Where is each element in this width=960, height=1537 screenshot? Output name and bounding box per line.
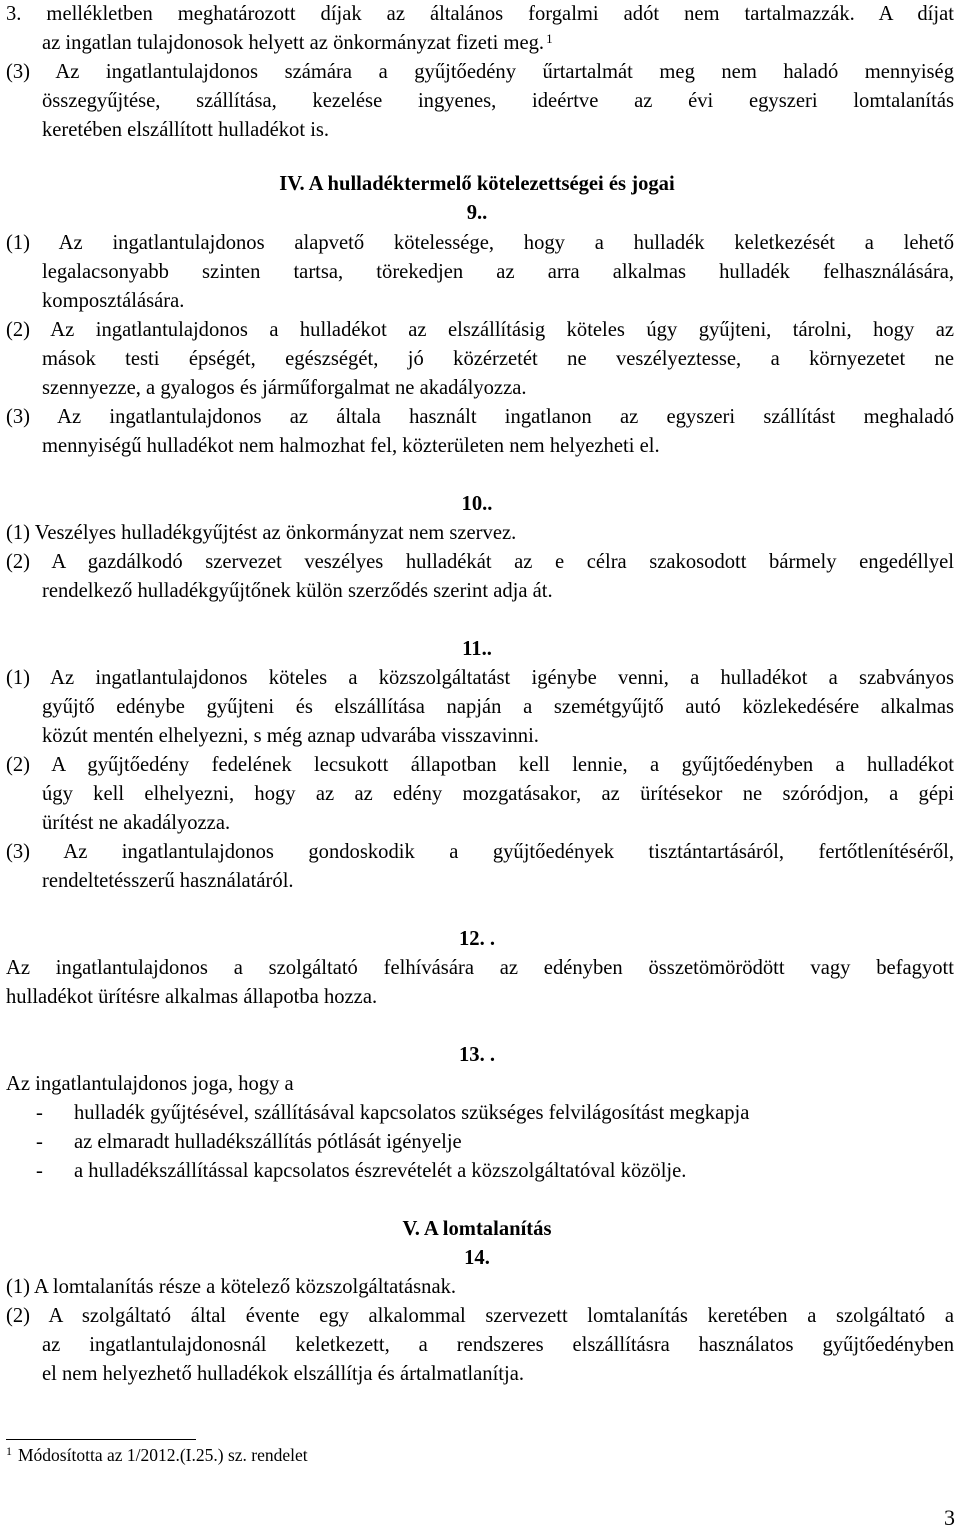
footnote bbox=[6, 1443, 308, 1469]
list-item bbox=[6, 1099, 954, 1128]
section-heading: 13. . bbox=[458, 1044, 496, 1066]
paragraph-line: gyűjtő edénybe gyűjteni és elszállítása napján a szemétgyűjtő autó közlekedésére alkalmas bbox=[42, 696, 954, 718]
paragraph-line: keretében elszállított hulladékot is. bbox=[42, 119, 330, 141]
paragraph-line: az ingatlantulajdonosnál keletkezett, a rendszeres elszállításra használatos gyűjtőedényben bbox=[42, 1334, 954, 1356]
paragraph-line: (1) Az ingatlantulajdonos alapvető kötelessége, hogy a hulladék keletkezését a lehető bbox=[6, 232, 954, 254]
paragraph-line: (2) A gyűjtőedény fedelének lecsukott állapotban kell lennie, a gyűjtőedényben a hulladékot bbox=[6, 754, 954, 776]
list-dash: - bbox=[36, 1160, 43, 1182]
paragraph-line: (3) Az ingatlantulajdonos gondoskodik a gyűjtőedények tisztántartásáról, fertőtlenítéséről, bbox=[6, 841, 954, 863]
list-item-text: az elmaradt hulladékszállítás pótlását igényelje bbox=[74, 1131, 462, 1153]
paragraph-line: rendeltetésszerű használatáról. bbox=[42, 870, 294, 892]
footnote-mark: 1 bbox=[6, 1444, 12, 1458]
chapter-title: V. A lomtalanítás bbox=[402, 1218, 552, 1240]
paragraph-line: Az ingatlantulajdonos joga, hogy a bbox=[6, 1073, 294, 1095]
paragraph-line: mások testi épségét, egészségét, jó közérzetét ne veszélyeztesse, a környezetet ne bbox=[42, 348, 954, 370]
paragraph-line: közút mentén elhelyezni, s még aznap udvarába visszavinni. bbox=[42, 725, 539, 747]
paragraph-line: (1) A lomtalanítás része a kötelező közszolgáltatásnak. bbox=[6, 1276, 457, 1298]
paragraph-line: mennyiségű hulladékot nem halmozhat fel, közterületen nem helyezheti el. bbox=[42, 435, 660, 457]
paragraph-line: 3. mellékletben meghatározott díjak az általános forgalmi adót nem tartalmazzák. A díjat bbox=[6, 3, 954, 25]
paragraph-line: rendelkező hulladékgyűjtőnek külön szerződés szerint adja át. bbox=[42, 580, 553, 602]
footnote-separator bbox=[6, 1439, 196, 1440]
section-heading: 9.. bbox=[466, 202, 488, 224]
paragraph-line: úgy kell elhelyezni, hogy az az edény mozgatásakor, az ürítésekor ne szóródjon, a gépi bbox=[42, 783, 954, 805]
paragraph-line: el nem helyezhető hulladékok elszállítja és ártalmatlanítja. bbox=[42, 1363, 525, 1385]
paragraph-line: hulladékot ürítésre alkalmas állapotba hozza. bbox=[6, 986, 378, 1008]
section-heading: 10.. bbox=[461, 493, 493, 515]
page-number: 3 bbox=[944, 1505, 955, 1530]
paragraph-line: (2) A gazdálkodó szervezet veszélyes hulladékát az e célra szakosodott bármely engedéllyel bbox=[6, 551, 954, 573]
paragraph-line: az ingatlan tulajdonosok helyett az önkormányzat fizeti meg. $^1$ bbox=[42, 31, 553, 54]
list-dash: - bbox=[36, 1102, 43, 1124]
list-item bbox=[6, 1157, 954, 1186]
section-heading: 11.. bbox=[462, 638, 492, 660]
paragraph-line: (3) Az ingatlantulajdonos számára a gyűjtőedény űrtartalmát meg nem haladó mennyiség bbox=[6, 61, 954, 83]
footnote-reference[interactable]: 1 bbox=[546, 31, 553, 46]
paragraph-line: (3) Az ingatlantulajdonos az általa használt ingatlanon az egyszeri szállítást meghaladó bbox=[6, 406, 954, 428]
paragraph-line: ürítést ne akadályozza. bbox=[42, 812, 231, 834]
paragraph-line: legalacsonyabb szinten tartsa, törekedjen az arra alkalmas hulladék felhasználására, bbox=[42, 261, 954, 283]
paragraph-line: (2) Az ingatlantulajdonos a hulladékot az elszállításig köteles úgy gyűjteni, tárolni, hogy az bbox=[6, 319, 954, 341]
paragraph-line: összegyűjtése, szállítása, kezelése ingyenes, ideértve az évi egyszeri lomtalanítás bbox=[42, 90, 954, 112]
list-item bbox=[6, 1128, 954, 1157]
section-heading: 12. . bbox=[458, 928, 496, 950]
paragraph-line: Az ingatlantulajdonos a szolgáltató felhívására az edényben összetömörödött vagy befagyott bbox=[6, 957, 954, 979]
paragraph-line: (1) Veszélyes hulladékgyűjtést az önkormányzat nem szervez. bbox=[6, 522, 517, 544]
chapter-title: IV. A hulladéktermelő kötelezettségei és jogai bbox=[279, 173, 675, 195]
footnote-text: Módosította az 1/2012.(I.25.) sz. rendelet bbox=[18, 1445, 308, 1465]
paragraph-line: szennyezze, a gyalogos és járműforgalmat ne akadályozza. bbox=[42, 377, 527, 399]
paragraph-line: (1) Az ingatlantulajdonos köteles a közszolgáltatást igénybe venni, a hulladékot a szabványos bbox=[6, 667, 954, 689]
list-item-text: hulladék gyűjtésével, szállításával kapcsolatos szükséges felvilágosítást megkapja bbox=[74, 1102, 750, 1124]
paragraph-line: (2) A szolgáltató által évente egy alkalommal szervezett lomtalanítás keretében a szolgáltató a bbox=[6, 1305, 954, 1327]
paragraph-line: komposztálására. bbox=[42, 290, 185, 312]
section-heading: 14. bbox=[464, 1247, 490, 1269]
list-item-text: a hulladékszállítással kapcsolatos észrevételét a közszolgáltatóval közölje. bbox=[74, 1160, 687, 1182]
list-dash: - bbox=[36, 1131, 43, 1153]
